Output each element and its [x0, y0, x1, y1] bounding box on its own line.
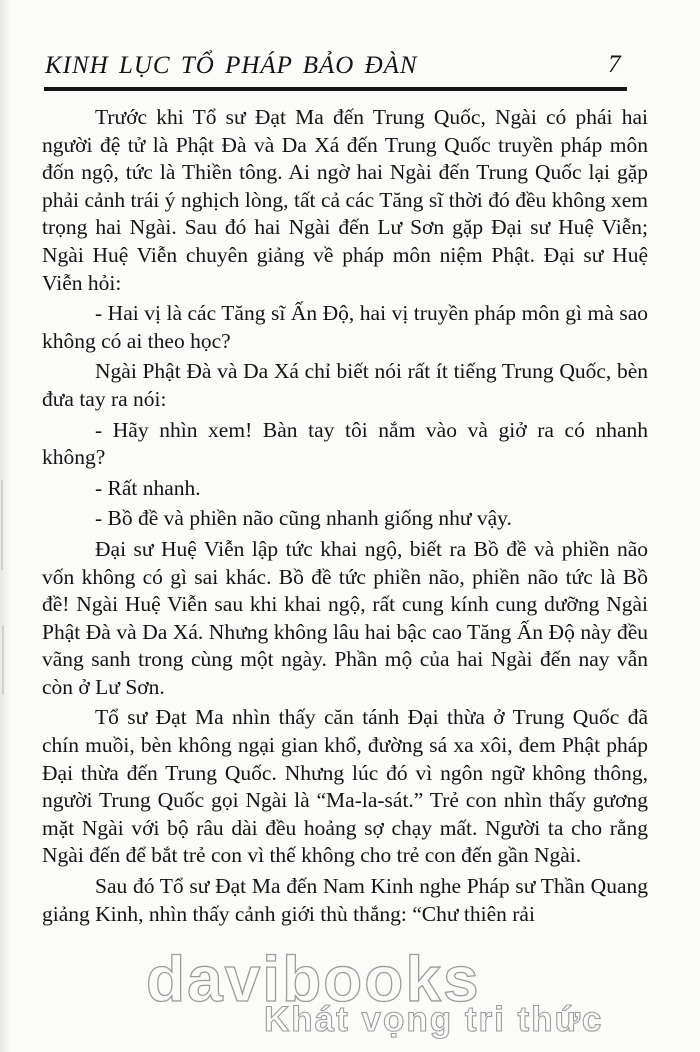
scan-artifact [2, 625, 4, 695]
page-number: 7 [608, 51, 621, 78]
paragraph: Trước khi Tổ sư Đạt Ma đến Trung Quốc, Ngài có phái hai người đệ tử là Phật Đà và Da Xá đến Trung Quốc truyền pháp môn đốn ngộ, tức là Thiền tông. Ai ngờ hai Ngài đến Trung Quốc lại gặp phải cảnh trái ý nghịch lòng, tất cả các Tăng sĩ thời đó đều không xem trọng hai Ngài. Sau đó hai Ngài đến Lư Sơn gặp Đại sư Huệ Viễn; Ngài Huệ Viễn chuyên giảng về pháp môn niệm Phật. Đại sư Huệ Viễn hỏi: [42, 105, 648, 295]
header-rule [44, 87, 627, 91]
watermark-brand: davibooks [146, 943, 481, 1015]
scan-artifact [1, 480, 3, 570]
paragraph: Sau đó Tổ sư Đạt Ma đến Nam Kinh nghe Pháp sư Thần Quang giảng Kinh, nhìn thấy cảnh giới thù thắng: “Chư thiên rải [42, 874, 648, 926]
running-title: KINH LỤC TỔ PHÁP BẢO ĐÀN [45, 52, 418, 79]
paragraph: Tổ sư Đạt Ma nhìn thấy căn tánh Đại thừa ở Trung Quốc đã chín muồi, bèn không ngại gian khổ, đường sá xa xôi, đem Phật pháp Đại thừa đến Trung Quốc. Nhưng lúc đó vì ngôn ngữ không thông, người Trung Quốc gọi Ngài là “Ma-la-sát.” Trẻ con nhìn thấy gương mặt Ngài với bộ râu dài đều hoảng sợ chạy mất. Người ta cho rằng Ngài đến để bắt trẻ con vì thế không cho trẻ con đến gần Ngài. [42, 705, 648, 868]
paragraph-dialogue: - Bồ đề và phiền não cũng nhanh giống như vậy. [95, 506, 512, 531]
paragraph-dialogue: - Hãy nhìn xem! Bàn tay tôi nắm vào và giở ra có nhanh không? [42, 417, 648, 470]
watermark-tagline: Khát vọng tri thức [264, 1000, 604, 1039]
paragraph: Ngài Phật Đà và Da Xá chỉ biết nói rất ít tiếng Trung Quốc, bèn đưa tay ra nói: [42, 359, 648, 411]
paragraph: Đại sư Huệ Viễn lập tức khai ngộ, biết ra Bồ đề và phiền não vốn không có gì sai khác. Bồ đề tức phiền não, phiền não tức là Bồ đề! Ngài Huệ Viễn sau khi khai ngộ, rất cung kính cung dưỡng Ngài Phật Đà và Da Xá. Nhưng không lâu hai bậc cao Tăng Ấn Độ này đều vãng sanh trong cùng một ngày. Phần mộ của hai Ngài đến nay vẫn còn ở Lư Sơn. [42, 536, 648, 699]
paragraph-dialogue: - Rất nhanh. [95, 475, 201, 500]
paragraph-dialogue: - Hai vị là các Tăng sĩ Ấn Độ, hai vị truyền pháp môn gì mà sao không có ai theo học? [42, 301, 648, 353]
page-body [42, 104, 648, 928]
